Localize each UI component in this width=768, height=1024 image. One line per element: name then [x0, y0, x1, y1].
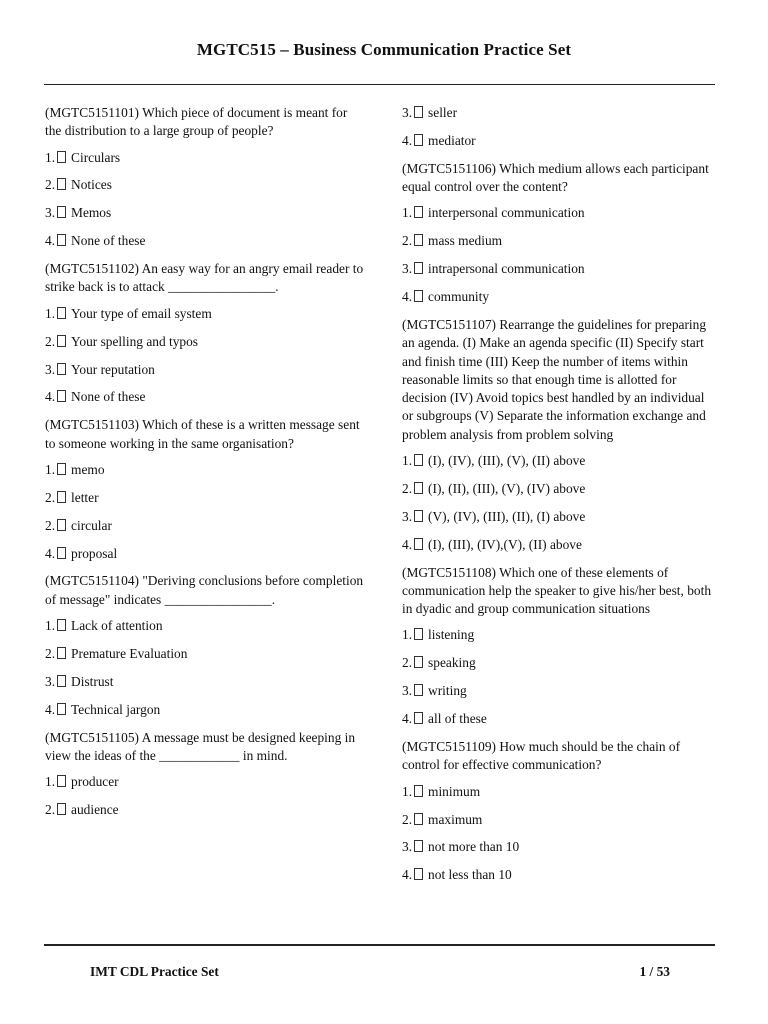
option-text: audience: [71, 802, 119, 818]
option-text: (I), (II), (III), (V), (IV) above: [428, 480, 586, 496]
option-text: Your type of email system: [71, 305, 212, 321]
answer-option: [45, 388, 365, 406]
option-text: Premature Evaluation: [71, 645, 188, 661]
option-number: 2.: [45, 177, 56, 193]
answer-option: [45, 149, 365, 167]
option-number: 3.: [402, 105, 413, 120]
checkbox-icon: [57, 151, 66, 163]
answer-option: [402, 260, 717, 278]
checkbox-icon: [57, 491, 66, 503]
answer-option: [402, 626, 717, 644]
option-text: (V), (IV), (III), (II), (I) above: [428, 508, 586, 524]
option-text: letter: [71, 489, 99, 505]
checkbox-icon: [57, 803, 66, 815]
option-number: 2.: [402, 233, 413, 249]
checkbox-icon: [414, 628, 423, 640]
answer-option: [402, 232, 717, 250]
checkbox-icon: [57, 206, 66, 218]
option-text: mediator: [428, 132, 476, 148]
option-number: 4.: [402, 711, 413, 727]
option-text: seller: [428, 105, 458, 120]
option-text: (I), (III), (IV),(V), (II) above: [428, 536, 582, 552]
question-text: (MGTC5151101) Which piece of document is meant for the distribution to a large group of people?: [45, 105, 348, 139]
option-number: 1.: [402, 205, 413, 221]
option-number: 4.: [402, 132, 413, 148]
right-column: [402, 104, 717, 894]
option-text: community: [428, 289, 490, 305]
option-text: Memos: [71, 205, 112, 221]
checkbox-icon: [414, 482, 423, 494]
option-text: maximum: [428, 811, 483, 827]
answer-option: [45, 645, 365, 663]
checkbox-icon: [57, 519, 66, 531]
footer-label: IMT CDL Practice Set: [90, 964, 219, 979]
option-text: None of these: [71, 389, 146, 405]
option-text: None of these: [71, 233, 146, 249]
checkbox-icon: [57, 335, 66, 347]
option-text: writing: [428, 683, 467, 699]
option-text: proposal: [71, 545, 118, 561]
checkbox-icon: [414, 234, 423, 246]
option-text: mass medium: [428, 233, 503, 249]
option-text: Technical jargon: [71, 701, 161, 717]
answer-option: [45, 333, 365, 351]
checkbox-icon: [414, 684, 423, 696]
option-number: 1.: [45, 618, 56, 634]
checkbox-icon: [414, 510, 423, 522]
answer-option: [45, 176, 365, 194]
answer-option: [45, 673, 365, 691]
checkbox-icon: [57, 234, 66, 246]
option-text: intrapersonal communication: [428, 261, 585, 277]
option-number: 2.: [402, 811, 413, 827]
answer-option: [45, 489, 365, 507]
answer-option: [402, 288, 717, 306]
answer-option: [45, 204, 365, 222]
answer-option: [402, 536, 717, 554]
option-text: (I), (IV), (III), (V), (II) above: [428, 453, 586, 469]
answer-option: [402, 132, 717, 150]
answer-option: [402, 480, 717, 498]
option-text: listening: [428, 627, 475, 643]
checkbox-icon: [57, 463, 66, 475]
answer-option: [45, 461, 365, 479]
option-text: Distrust: [71, 673, 114, 689]
option-text: memo: [71, 461, 105, 477]
checkbox-icon: [414, 712, 423, 724]
checkbox-icon: [414, 262, 423, 274]
answer-option: [45, 232, 365, 250]
answer-option: [45, 305, 365, 323]
option-number: 1.: [45, 461, 56, 477]
question-text: (MGTC5151108) Which one of these elements of communication help the speaker to give his/her best, both in dyadic and group communication situations: [402, 564, 712, 617]
option-number: 2.: [45, 517, 56, 533]
question-text: (MGTC5151109) How much should be the chain of control for effective communication?: [402, 739, 681, 773]
option-number: 3.: [45, 361, 56, 377]
checkbox-icon: [57, 307, 66, 319]
answer-option: [45, 545, 365, 563]
checkbox-icon: [414, 206, 423, 218]
option-text: producer: [71, 774, 119, 790]
checkbox-icon: [414, 290, 423, 302]
option-number: 4.: [402, 536, 413, 552]
answer-option: [402, 104, 717, 122]
header-rule: [44, 84, 715, 85]
option-number: 4.: [402, 289, 413, 305]
option-text: all of these: [428, 711, 487, 727]
option-number: 3.: [402, 261, 413, 277]
question-text: (MGTC5151107) Rearrange the guidelines for preparing an agenda. (I) Make an agenda specific (II) Specify start and finish time (III) Keep the number of items within reasonable limits so that enough time is allotted for decision (IV) Avoid topics best handled by an individual or subgroups (V) Separate the information exchange and problem analysis from problem solving: [402, 316, 707, 442]
option-number: 2.: [45, 489, 56, 505]
option-number: 2.: [45, 802, 56, 818]
option-number: 4.: [45, 389, 56, 405]
option-text: not more than 10: [428, 839, 520, 855]
checkbox-icon: [57, 619, 66, 631]
option-number: 1.: [402, 627, 413, 643]
option-number: 2.: [402, 655, 413, 671]
answer-option: [402, 682, 717, 700]
answer-option: [402, 508, 717, 526]
answer-option: [402, 783, 717, 801]
page-number: 1 / 53: [639, 964, 670, 979]
option-text: speaking: [428, 655, 476, 671]
option-text: circular: [71, 517, 112, 533]
checkbox-icon: [57, 363, 66, 375]
answer-option: [45, 801, 365, 819]
checkbox-icon: [414, 454, 423, 466]
checkbox-icon: [57, 647, 66, 659]
option-text: Your reputation: [71, 361, 155, 377]
option-text: Circulars: [71, 149, 121, 165]
checkbox-icon: [57, 390, 66, 402]
question-text: (MGTC5151104) "Deriving conclusions before completion of message" indicates ________________.: [45, 573, 364, 607]
checkbox-icon: [57, 675, 66, 687]
checkbox-icon: [57, 775, 66, 787]
checkbox-icon: [414, 106, 423, 118]
option-text: Your spelling and typos: [71, 333, 199, 349]
answer-option: [402, 710, 717, 728]
page-title: MGTC515 – Business Communication Practice Set: [196, 40, 572, 59]
answer-option: [45, 617, 365, 635]
option-number: 3.: [402, 839, 413, 855]
question-text: (MGTC5151105) A message must be designed keeping in view the ideas of the ____________ in mind.: [45, 729, 356, 763]
checkbox-icon: [414, 656, 423, 668]
answer-option: [402, 811, 717, 829]
answer-option: [45, 361, 365, 379]
option-number: 4.: [402, 867, 413, 883]
option-number: 1.: [402, 453, 413, 469]
option-text: minimum: [428, 783, 481, 799]
answer-option: [402, 204, 717, 222]
checkbox-icon: [57, 178, 66, 190]
option-number: 4.: [45, 701, 56, 717]
option-number: 1.: [45, 149, 56, 165]
left-column: [45, 104, 365, 829]
option-number: 3.: [402, 683, 413, 699]
option-number: 4.: [45, 545, 56, 561]
option-number: 3.: [402, 508, 413, 524]
answer-option: [402, 452, 717, 470]
option-number: 2.: [45, 333, 56, 349]
answer-option: [45, 773, 365, 791]
answer-option: [45, 517, 365, 535]
option-number: 1.: [45, 774, 56, 790]
option-text: Lack of attention: [71, 618, 163, 634]
question-text: (MGTC5151103) Which of these is a written message sent to someone working in the same organisation?: [45, 417, 360, 451]
option-number: 2.: [402, 480, 413, 496]
option-text: Notices: [71, 177, 112, 193]
option-number: 3.: [45, 673, 56, 689]
checkbox-icon: [57, 703, 66, 715]
answer-option: [45, 701, 365, 719]
checkbox-icon: [414, 868, 423, 880]
option-number: 4.: [45, 233, 56, 249]
option-number: 3.: [45, 205, 56, 221]
answer-option: [402, 654, 717, 672]
checkbox-icon: [414, 813, 423, 825]
checkbox-icon: [57, 547, 66, 559]
option-number: 1.: [402, 783, 413, 799]
option-number: 2.: [45, 645, 56, 661]
option-text: interpersonal communication: [428, 205, 585, 221]
answer-option: [402, 866, 717, 884]
checkbox-icon: [414, 538, 423, 550]
checkbox-icon: [414, 840, 423, 852]
question-text: (MGTC5151102) An easy way for an angry email reader to strike back is to attack ________________.: [45, 261, 364, 295]
option-number: 1.: [45, 305, 56, 321]
checkbox-icon: [414, 134, 423, 146]
question-text: (MGTC5151106) Which medium allows each participant equal control over the content?: [402, 160, 709, 195]
answer-option: [402, 838, 717, 856]
option-text: not less than 10: [428, 867, 512, 883]
checkbox-icon: [414, 785, 423, 797]
footer-rule: [44, 944, 715, 946]
